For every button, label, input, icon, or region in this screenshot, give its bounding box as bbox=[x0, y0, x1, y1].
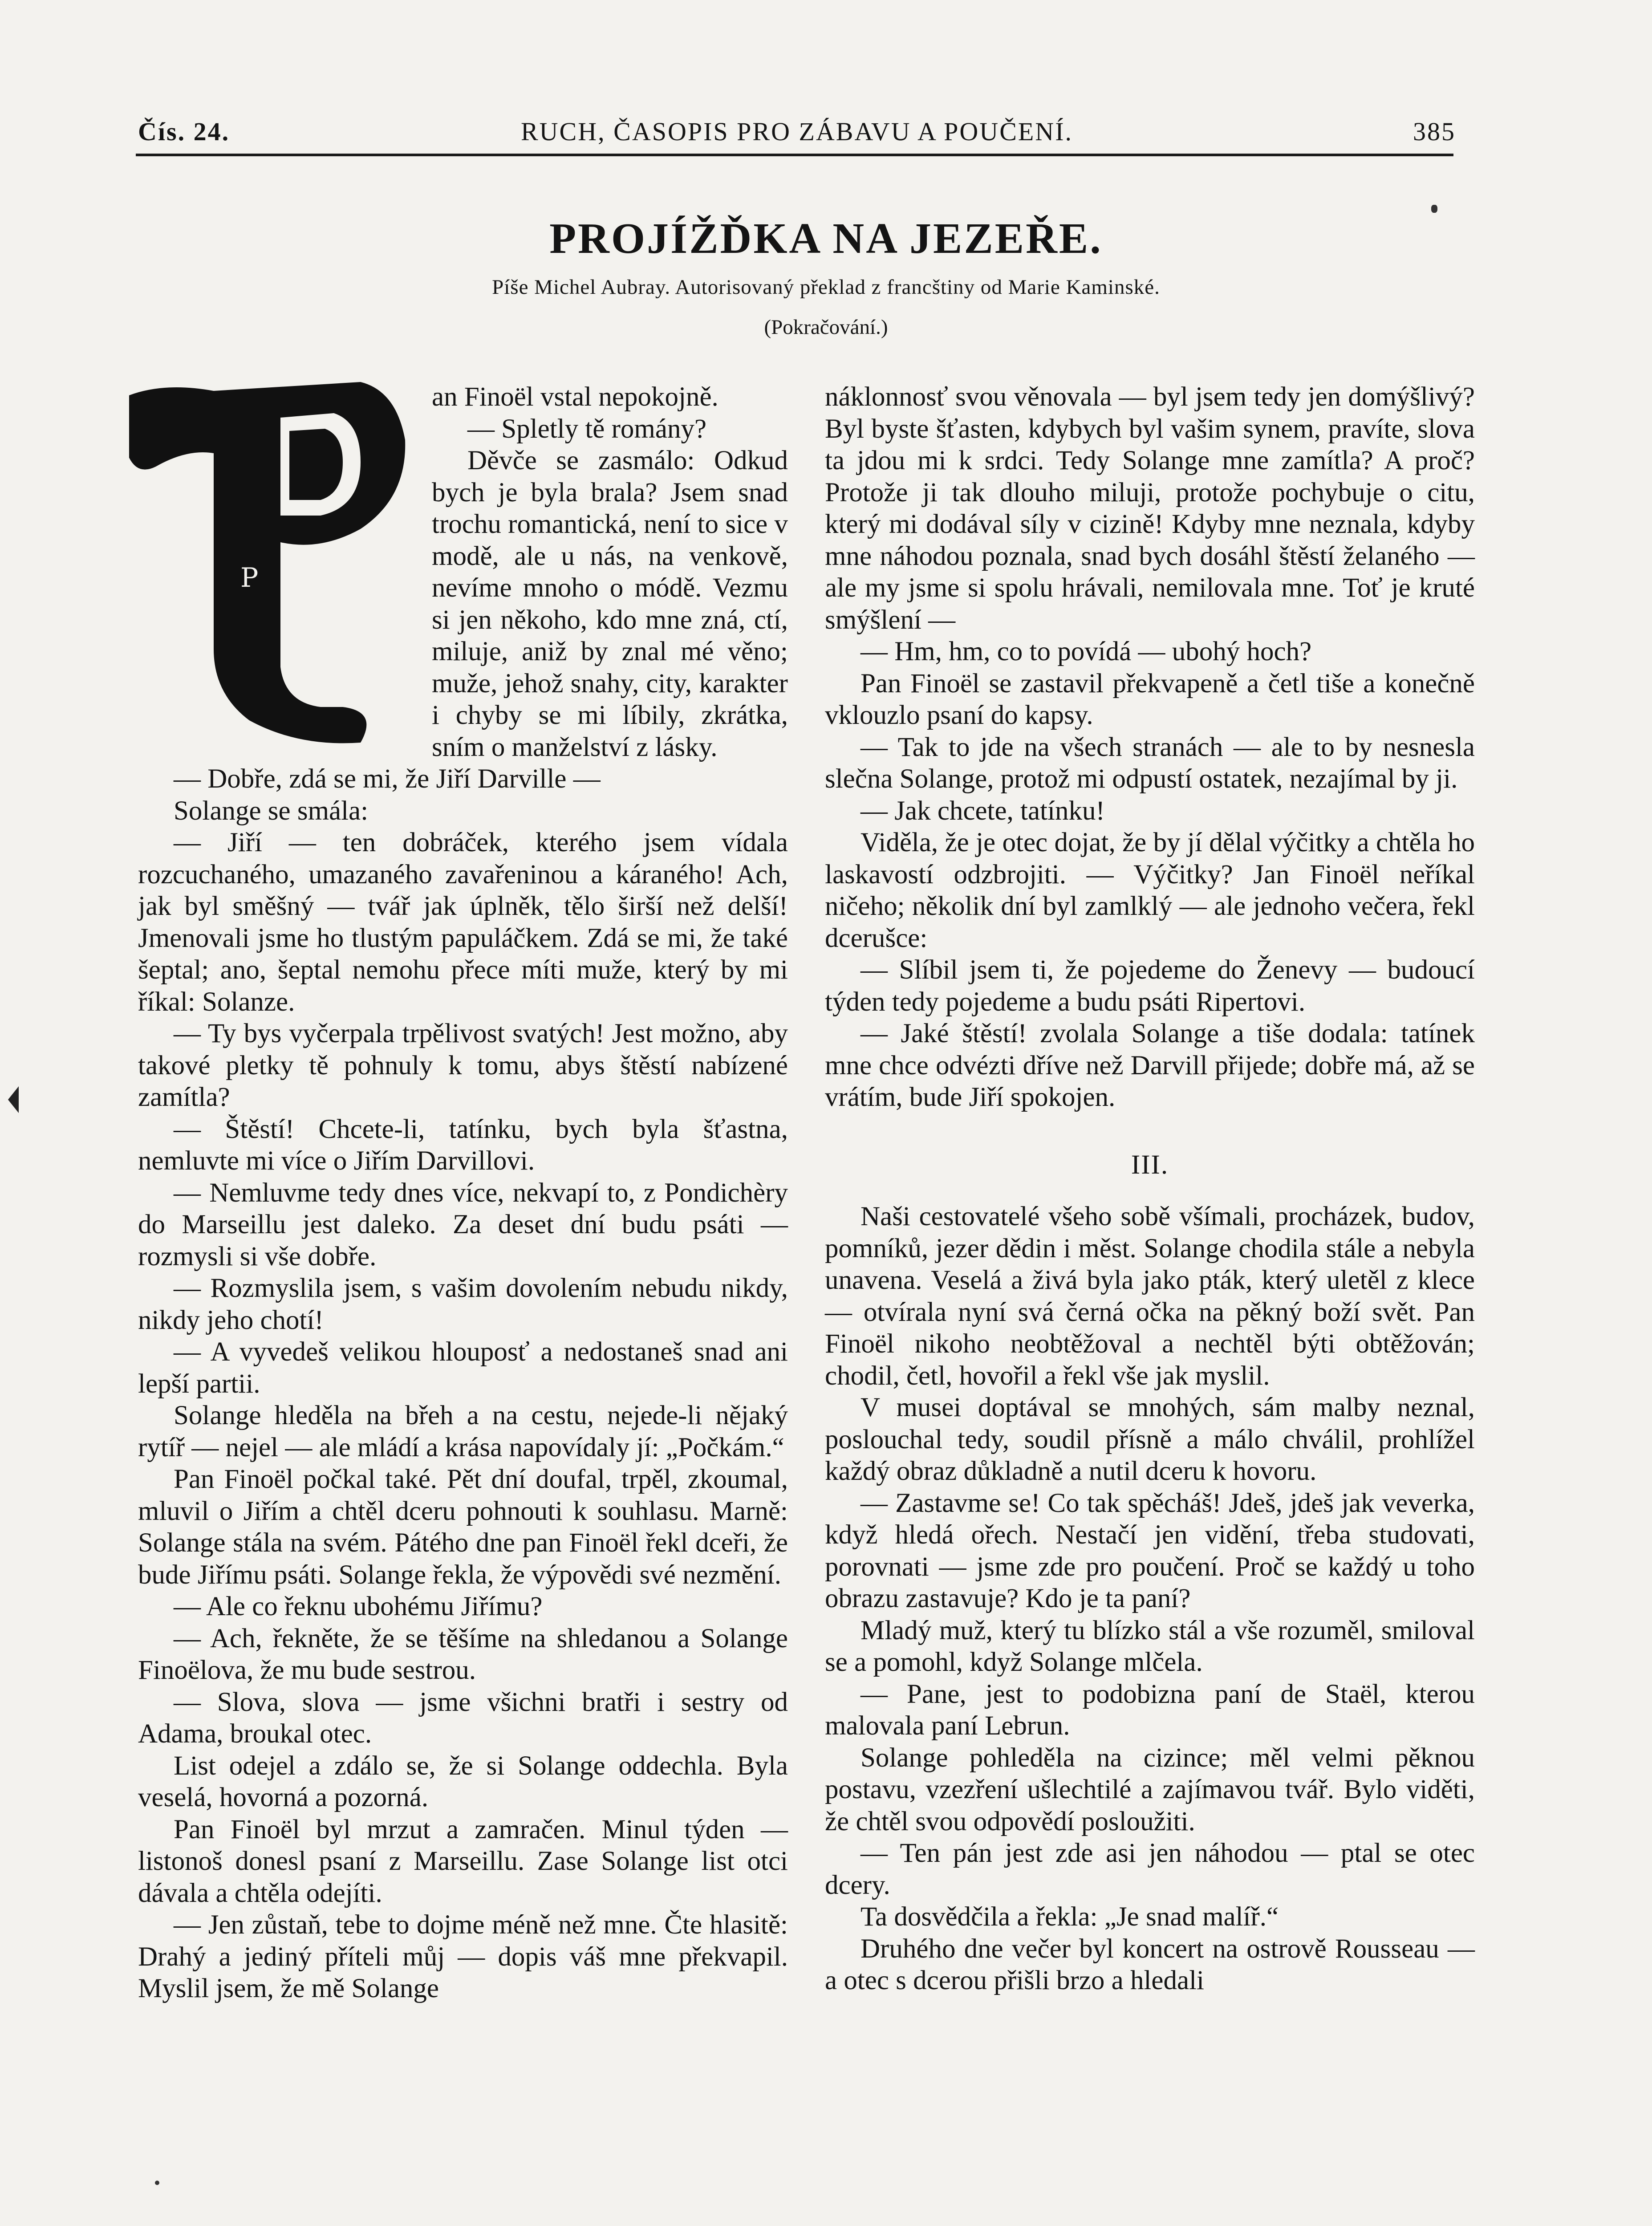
journal-title: RUCH, ČASOPIS PRO ZÁBAVU A POUČENÍ. bbox=[520, 117, 1073, 146]
header-rule bbox=[136, 154, 1453, 156]
dropcap-letter: P bbox=[240, 562, 259, 593]
paragraph: — Ten pán jest zde asi jen náhodou — ptal se otec dcery. bbox=[825, 1838, 1475, 1900]
paragraph: Děvče se zasmálo: Odkud bych je byla brala? Jsem snad trochu romantická, není to sice v modě, ale u nás, na venkově, nevíme mnoho o módě. Vezmu si jen někoho, kdo mne zná, ctí, miluje, aniž by znal mé věno; muže, jehož snahy, city, karakter i chyby se mi líbily, zkrátka, sním o manželství z lásky. bbox=[432, 446, 788, 762]
paragraph: — Hm, hm, co to povídá — ubohý hoch? bbox=[861, 637, 1312, 666]
paragraph: Naši cestovatelé všeho sobě všímali, procházek, budov, pomníků, jezer dědin i měst. Solange chodila stále a nebyla unavena. Veselá a živá byla jako pták, který uletěl z klece — otvírala nyní svá černá očka na pěkný boží svět. Pan Finoël nikoho neobtěžoval a nechtěl býti obtěžován; chodil, četl, hovořil a řekl vše jak myslil. bbox=[825, 1202, 1475, 1391]
paragraph: Solange hleděla na břeh a na cestu, nejede-li nějaký rytíř — nejel — ale mládí a krása napovídaly jí: „Počkám.“ bbox=[138, 1401, 788, 1462]
paragraph: — Jaké štěstí! zvolala Solange a tiše dodala: tatínek mne chce odvézti dříve než Darvill přijede; dobře má, až se vrátím, bude Jiří spokojen. bbox=[825, 1019, 1475, 1112]
ink-dot bbox=[155, 2181, 159, 2185]
paragraph: Solange se smála: bbox=[174, 796, 369, 826]
issue-number: Čís. 24. bbox=[138, 117, 230, 146]
paragraph: Viděla, že je otec dojat, že by jí dělal výčitky a chtěla ho laskavostí odzbrojiti. — Výčitky? Jan Finoël neříkal ničeho; několik dní byl zamlklý — ale jednoho večera, řekl dcerušce: bbox=[825, 828, 1475, 953]
paragraph: — Jen zůstaň, tebe to dojme méně než mne. Čte hlasitě: Drahý a jediný příteli můj — dopis váš mne překvapil. Myslil jsem, že mě Solange bbox=[138, 1910, 788, 2003]
paragraph: V musei doptával se mnohých, sám malby neznal, poslouchal tedy, soudil přísně a málo chválil, prohlížel každý obraz důkladně a nutil dceru k hovoru. bbox=[825, 1393, 1475, 1486]
paragraph: — Ty bys vyčerpala trpělivost svatých! Jest možno, aby takové pletky tě pohnuly k tomu, abys štěstí nabízené zamítla? bbox=[138, 1019, 788, 1112]
paragraph: Ta dosvědčila a řekla: „Je snad malíř.“ bbox=[861, 1902, 1279, 1932]
paragraph: Pan Finoël počkal také. Pět dní doufal, trpěl, zkoumal, mluvil o Jiřím a chtěl dceru pohnouti k souhlasu. Marně: Solange stála na svém. Pátého dne pan Finoël řekl dceři, že bude Jiřímu psáti. Solange řekla, že výpovědi své nezmění. bbox=[138, 1464, 788, 1590]
paragraph: — Jak chcete, tatínku! bbox=[861, 796, 1105, 826]
paragraph: — Spletly tě romány? bbox=[467, 414, 707, 444]
dropcap-p bbox=[111, 364, 418, 757]
margin-mark bbox=[8, 1086, 19, 1113]
paragraph: — Dobře, zdá se mi, že Jiří Darville — bbox=[174, 764, 601, 794]
ink-speck bbox=[1431, 205, 1437, 213]
paragraph: — Štěstí! Chcete-li, tatínku, bych byla šťastna, nemluvte mi více o Jiřím Darvillovi. bbox=[138, 1114, 788, 1176]
paragraph: náklonnosť svou věnovala — byl jsem tedy jen domýšlivý? Byl byste šťasten, kdybych byl vašim synem, pravíte, slova ta jdou mi k srdci. Tedy Solange mne zamítla? A proč? Protože ji tak dlouho miluji, protože pochybuje o citu, který mi dodával síly v cizině! Kdyby mne neznala, kdyby mne náhodou poznala, snad bych dosáhl štěstí želaného — ale my jsme si spolu hrávali, nemilovala mne. Toť je kruté smýšlení — bbox=[825, 382, 1475, 635]
paragraph: — Jiří — ten dobráček, kterého jsem vídala rozcuchaného, umazaného zavařeninou a káraného! Ach, jak byl směšný — tvář jak úplněk, tělo širší než delší! Jmenovali jsme ho tlustým papuláčkem. Zdá se mi, že také šeptal; ano, šeptal nemohu přece míti muže, který by mi říkal: Solanze. bbox=[138, 828, 788, 1017]
paragraph: List odejel a zdálo se, že si Solange oddechla. Byla veselá, hovorná a pozorná. bbox=[138, 1751, 788, 1812]
section-heading: III. bbox=[1131, 1150, 1169, 1180]
paragraph: an Finoël vstal nepokojně. bbox=[432, 382, 718, 412]
paragraph: Solange pohleděla na cizince; měl velmi pěknou postavu, vzezření ušlechtilé a zajímavou tvář. Bylo viděti, že chtěl svou odpovědí posloužiti. bbox=[825, 1743, 1475, 1836]
paragraph: — Tak to jde na všech stranách — ale to by nesnesla slečna Solange, protož mi odpustí ostatek, nezajímal by ji. bbox=[825, 732, 1475, 794]
left-column bbox=[138, 381, 788, 2171]
paragraph: Mladý muž, který tu blízko stál a vše rozuměl, smiloval se a pomohl, když Solange mlčela. bbox=[825, 1615, 1475, 1677]
paragraph: — Ale co řeknu ubohému Jiřímu? bbox=[174, 1592, 543, 1621]
paragraph: — Zastavme se! Co tak spěcháš! Jdeš, jdeš jak veverka, když hledá ořech. Nestačí jen vidění, třeba studovati, porovnati — jsme zde pro poučení. Proč se každý u toho obrazu zastavuje? Kdo je ta paní? bbox=[825, 1488, 1475, 1613]
paragraph: Pan Finoël se zastavil překvapeně a četl tiše a konečně vklouzlo psaní do kapsy. bbox=[825, 668, 1475, 730]
paragraph: — Slova, slova — jsme všichni bratři i sestry od Adama, broukal otec. bbox=[138, 1687, 788, 1749]
continuation-note: (Pokračování.) bbox=[764, 316, 888, 339]
page-header bbox=[138, 117, 1456, 157]
paragraph: Druhého dne večer byl koncert na ostrově Rousseau — a otec s dcerou přišli brzo a hledali bbox=[825, 1934, 1475, 1995]
page-number: 385 bbox=[1413, 117, 1456, 146]
paragraph: — Pane, jest to podobizna paní de Staël, kterou malovala paní Lebrun. bbox=[825, 1679, 1475, 1741]
paragraph: — A vyvedeš velikou hlouposť a nedostaneš snad ani lepší partii. bbox=[138, 1337, 788, 1399]
paragraph: — Slíbil jsem ti, že pojedeme do Ženevy — budoucí týden tedy pojedeme a budu psáti Ripertovi. bbox=[825, 955, 1475, 1017]
article-byline: Píše Michel Aubray. Autorisovaný překlad z francštiny od Marie Kaminské. bbox=[492, 276, 1160, 299]
paragraph: — Rozmyslila jsem, s vašim dovolením nebudu nikdy, nikdy jeho chotí! bbox=[138, 1273, 788, 1335]
article-title: PROJÍŽĎKA NA JEZEŘE. bbox=[549, 215, 1103, 263]
paragraph: — Nemluvme tedy dnes více, nekvapí to, z Pondichèry do Marseillu jest daleko. Za deset dní budu psáti — rozmysli si vše dobře. bbox=[138, 1178, 788, 1271]
right-column bbox=[825, 381, 1475, 2171]
paragraph: Pan Finoël byl mrzut a zamračen. Minul týden — listonoš donesl psaní z Marseillu. Zase Solange list otci dávala a chtěla odejíti. bbox=[138, 1814, 788, 1908]
paragraph: — Ach, řekněte, že se těšíme na shledanou a Solange Finoëlova, že mu bude sestrou. bbox=[138, 1623, 788, 1685]
